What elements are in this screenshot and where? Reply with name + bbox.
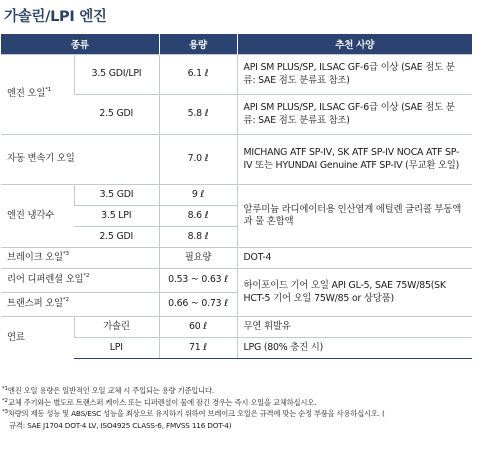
- coolant-spec: 알루미늄 라디에이터용 인산염계 에틸렌 글리콜 부동액과 물 혼합액: [237, 185, 472, 248]
- engine-oil-spec: API SM PLUS/SP, ILSAC GF-6급 이상 (SAE 점도 분류: SAE 점도 분류표 참조): [237, 95, 472, 135]
- table-row: [1, 55, 472, 95]
- coolant-capacity: 9 ℓ: [159, 185, 237, 206]
- fuel-spec: LPG (80% 충진 시): [237, 338, 472, 359]
- row-label-engine-oil: 엔진 오일$^{*1}$: [1, 55, 74, 135]
- engine-oil-variant: 2.5 GDI: [74, 95, 159, 135]
- transfer-oil-capacity: 0.66 ~ 0.73 ℓ: [159, 293, 237, 317]
- fluid-spec-table: [1, 34, 472, 359]
- row-label-brake-oil: 브레이크 오일$^{*3}$: [1, 248, 159, 269]
- rear-diff-oil-capacity: 0.53 ~ 0.63 ℓ: [159, 269, 237, 293]
- fuel-capacity: 60 ℓ: [159, 317, 237, 338]
- row-label-rear-diff-oil: 리어 디퍼렌셜 오일$^{*2}$: [1, 269, 159, 293]
- brake-oil-capacity: 필요량: [159, 248, 237, 269]
- row-label-fuel: 연료: [1, 317, 74, 359]
- footnote-2: $^{*2}$교체 주기와는 별도로 트랜스퍼 케이스 또는 디퍼렌셜이 물에 잠긴 경우는 즉시 오일을 교체하십시오.: [2, 397, 317, 407]
- table-header-row: [1, 34, 472, 55]
- header-type: 종류: [1, 34, 159, 55]
- table-row: [1, 269, 472, 293]
- engine-oil-capacity: 6.1 ℓ: [159, 55, 237, 95]
- table-row: [1, 185, 472, 206]
- header-capacity: 용량: [159, 34, 237, 55]
- footnotes: [2, 385, 478, 431]
- fuel-spec: 무연 휘발유: [237, 317, 472, 338]
- row-label-transfer-oil: 트랜스퍼 오일$^{*2}$: [1, 293, 159, 317]
- coolant-variant: 3.5 GDI: [74, 185, 159, 206]
- engine-oil-spec: API SM PLUS/SP, ILSAC GF-6급 이상 (SAE 점도 분류: SAE 점도 분류표 참조): [237, 55, 472, 95]
- fuel-variant: LPI: [74, 338, 159, 359]
- row-label-coolant: 엔진 냉각수: [1, 185, 74, 248]
- footnote-mark: *1: [45, 87, 52, 94]
- footnote-3: $^{*3}$차량의 제동 성능 및 ABS/ESC 성능을 최상으로 유지하기 위하여 브레이크 오일은 규격에 맞는 순정 부품을 사용하십시오. (: [2, 409, 385, 418]
- coolant-variant: 2.5 GDI: [74, 227, 159, 248]
- footnote-mark: *3: [62, 250, 69, 257]
- fuel-capacity: 71 ℓ: [159, 338, 237, 359]
- header-recommended: 추천 사양: [237, 34, 472, 55]
- footnote-1: $^{*1}$엔진 오일 용량은 일반적인 오일 교체 시 주입되는 용량 기준입니다.: [2, 386, 214, 395]
- transmission-oil-capacity: 7.0 ℓ: [159, 135, 237, 185]
- fuel-variant: 가솔린: [74, 317, 159, 338]
- transmission-oil-spec: MICHANG ATF SP-IV, SK ATF SP-IV NOCA ATF SP-IV 또는 HYUNDAI Genuine ATF SP-IV (무교환 오일): [237, 135, 472, 185]
- footnote-mark: *2: [83, 273, 90, 280]
- coolant-variant: 3.5 LPI: [74, 206, 159, 227]
- page-title: 가솔린/LPI 엔진: [4, 9, 107, 25]
- footnote-3-continuation: 규격: SAE J1704 DOT-4 LV, ISO4925 CLASS-6, FMVSS 116 DOT-4): [9, 420, 232, 430]
- gear-oil-spec: 하이포이드 기어 오일 API GL-5, SAE 75W/85(SK HCT-5 기어 오일 75W/85 or 상당품): [237, 269, 472, 317]
- table-row: [1, 135, 472, 185]
- row-label-transmission-oil: 자동 변속기 오일: [1, 135, 159, 185]
- table-row: [1, 317, 472, 338]
- footnote-mark: *2: [62, 297, 69, 304]
- coolant-capacity: 8.6 ℓ: [159, 206, 237, 227]
- engine-oil-variant: 3.5 GDI/LPI: [74, 55, 159, 95]
- table-row: [1, 248, 472, 269]
- coolant-capacity: 8.8 ℓ: [159, 227, 237, 248]
- brake-oil-spec: DOT-4: [237, 248, 472, 269]
- engine-oil-capacity: 5.8 ℓ: [159, 95, 237, 135]
